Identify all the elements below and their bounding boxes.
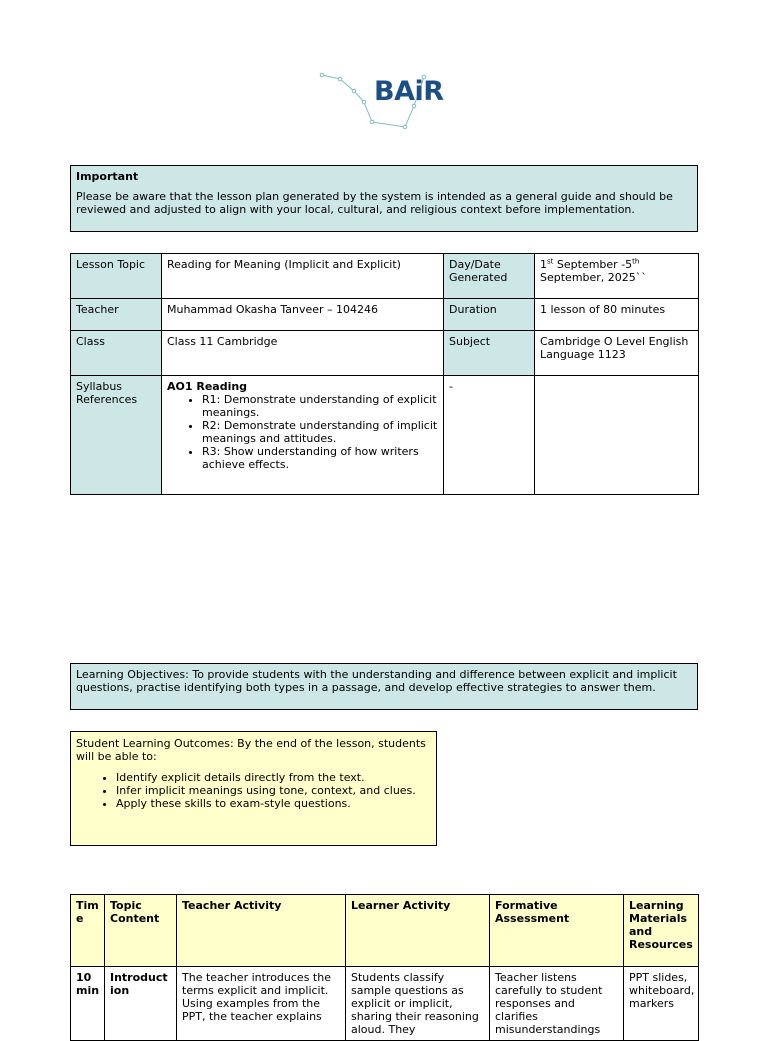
- row-time: 10 min: [71, 967, 105, 1041]
- row-topic: Introduction: [105, 967, 177, 1041]
- lesson-topic-label: Lesson Topic: [71, 254, 162, 299]
- outcome-item: • Infer implicit meanings using tone, context, and clues.: [116, 784, 431, 797]
- row-materials: PPT slides, whiteboard, markers: [624, 967, 699, 1041]
- important-notice: [70, 165, 698, 232]
- header-materials: Learning Materials and Resources: [624, 895, 699, 967]
- outcomes-list: [76, 771, 431, 810]
- header-learner-activity: Learner Activity: [346, 895, 490, 967]
- syllabus-list: [167, 393, 438, 471]
- duration-label: Duration: [444, 299, 535, 331]
- outcome-item: • Apply these skills to exam-style questions.: [116, 797, 431, 810]
- lesson-topic-value: Reading for Meaning (Implicit and Explicit): [162, 254, 444, 299]
- subject-value: Cambridge O Level English Language 1123: [535, 331, 699, 376]
- syllabus-heading: AO1 Reading: [167, 380, 248, 393]
- header-formative-assessment: Formative Assessment: [490, 895, 624, 967]
- syllabus-item: • R2: Demonstrate understanding of implicit meanings and attitudes.: [202, 419, 438, 445]
- logo-wordmark: BAiR: [374, 76, 444, 107]
- important-body: Please be aware that the lesson plan generated by the system is intended as a general guide and should be reviewed and adjusted to align with your local, cultural, and religious context before implementation.: [76, 190, 673, 216]
- syllabus-value: [162, 376, 444, 495]
- outcomes-intro: Student Learning Outcomes: By the end of the lesson, students will be able to:: [76, 737, 426, 763]
- header-time: Time: [71, 895, 105, 967]
- header-topic: Topic Content: [105, 895, 177, 967]
- row-teacher-activity: The teacher introduces the terms explicit and implicit. Using examples from the PPT, the teacher explains: [177, 967, 346, 1041]
- date-label: Day/Date Generated: [444, 254, 535, 299]
- duration-value: 1 lesson of 80 minutes: [535, 299, 699, 331]
- class-label: Class: [71, 331, 162, 376]
- lesson-plan-table: [70, 894, 699, 1041]
- lesson-info-table: [70, 253, 699, 495]
- syllabus-label: Syllabus References: [71, 376, 162, 495]
- bair-logo: [318, 70, 453, 132]
- important-heading: Important: [76, 170, 139, 183]
- syllabus-item: • R3: Show understanding of how writers achieve effects.: [202, 445, 438, 471]
- row-learner-activity: Students classify sample questions as explicit or implicit, sharing their reasoning aloud. They: [346, 967, 490, 1041]
- teacher-label: Teacher: [71, 299, 162, 331]
- syllabus-item: • R1: Demonstrate understanding of explicit meanings.: [202, 393, 438, 419]
- class-value: Class 11 Cambridge: [162, 331, 444, 376]
- outcome-item: • Identify explicit details directly from the text.: [116, 771, 431, 784]
- teacher-value: Muhammad Okasha Tanveer – 104246: [162, 299, 444, 331]
- syllabus-extra: -: [444, 376, 535, 495]
- subject-label: Subject: [444, 331, 535, 376]
- row-formative-assessment: Teacher listens carefully to student responses and clarifies misunderstandings: [490, 967, 624, 1041]
- syllabus-empty: [535, 376, 699, 495]
- header-teacher-activity: Teacher Activity: [177, 895, 346, 967]
- date-value: 1st September -5th September, 2025``: [535, 254, 699, 299]
- learning-objectives: Learning Objectives: To provide students with the understanding and difference between explicit and implicit questions, practise identifying both types in a passage, and develop effective strategies to answer them.: [70, 663, 698, 710]
- learning-outcomes: [70, 731, 437, 846]
